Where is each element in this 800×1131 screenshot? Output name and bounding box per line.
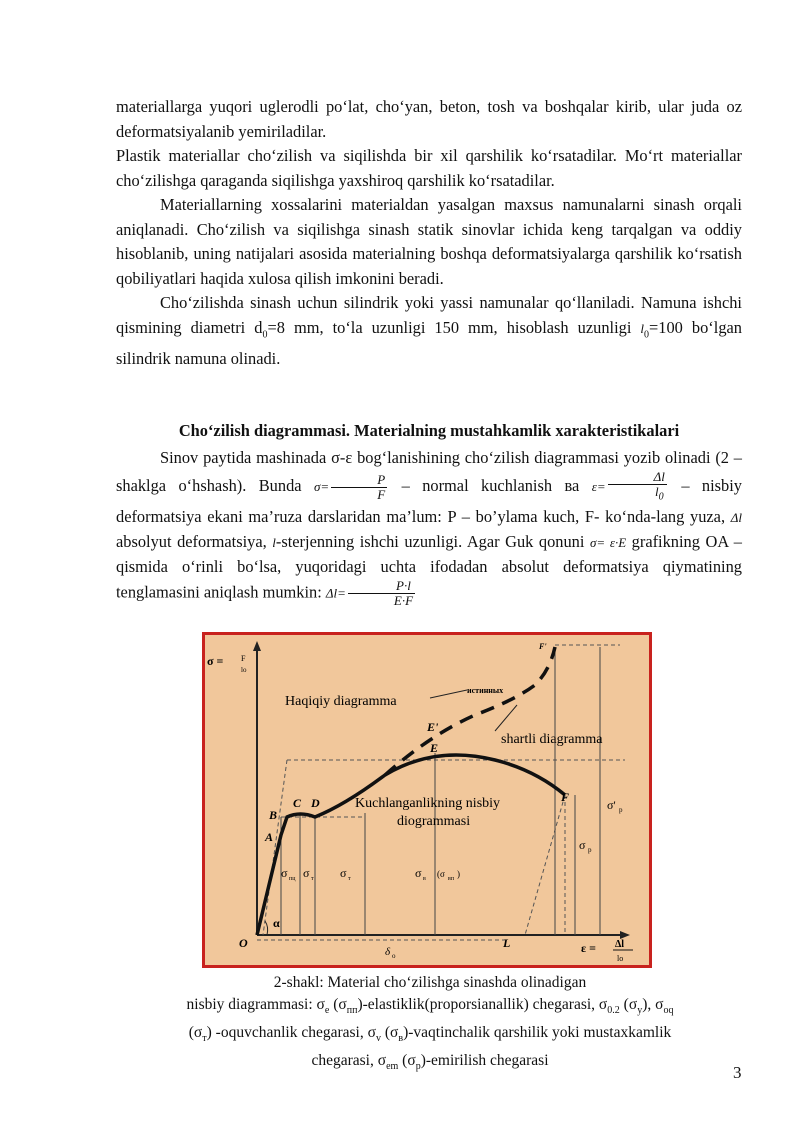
l0-letter: l <box>654 484 659 499</box>
sigma-t-label: σ <box>303 866 310 880</box>
frac-num-pl: P·l <box>348 579 415 594</box>
point-d: D <box>311 796 320 810</box>
sigma-p-sub: p <box>588 846 592 854</box>
p4-part-b: =8 mm, to‘la uzunligi 150 mm, hisoblash uzunligi <box>267 317 641 337</box>
sigma-axis-label: σ = <box>207 654 224 668</box>
haqiqiy-pointer <box>430 690 467 698</box>
stress-strain-figure <box>202 632 652 968</box>
paragraph-2: Plastik materiallar cho‘zilish va siqilishda bir xil qarshilik ko‘rsatadilar. Mo‘rt materiallar cho‘zilishga qaraganda siqilishga yaxshiroq qarshilik ko‘rsatadilar. <box>116 146 742 190</box>
frac-num-p: P <box>331 473 387 488</box>
point-f-prime: F' <box>539 642 547 651</box>
p5-part-c: – nisbiy deformatsiya ekani ma’ruza darslaridan ma’lum: P – bo’ylama kuch, F- ko‘nda-lang yuza, <box>116 476 743 526</box>
p4-part-c: =100 bo‘lgan silindrik namuna olinadi. <box>116 317 742 369</box>
sigma-p1-label: σ' <box>607 798 616 812</box>
dl-eq: Δl= <box>325 584 346 600</box>
l-symbol: l <box>272 534 276 550</box>
sigma-v-sub: в <box>423 876 426 882</box>
delta-sub: o <box>392 952 396 960</box>
sigma-v-label: σ <box>415 866 422 880</box>
point-o: O <box>239 936 248 950</box>
p5-part-f: grafikning OA – qismida o‘rinli bo‘lsa, yuqoridagi uchta ifodadan absolut deformatsiya qiymatining tenglamasini aniqlash mumkin: <box>116 531 742 601</box>
section-heading: Cho‘zilish diagrammasi. Materialning mustahkamlik xarakteristikalari <box>178 421 680 440</box>
caption-line-3: $(\sigma_т)$ -oquvchanlik chegarasi, $\sigma_v$ $(\sigma_в)$-vaqtinchalik qarshilik yoki mustaxkamlik <box>188 1024 672 1045</box>
figure-caption <box>120 972 740 1078</box>
point-l: L <box>503 936 511 950</box>
stress-strain-diagram <box>205 635 649 965</box>
l0-subscript: 0 <box>644 328 650 340</box>
sigma-vm-sub: вп <box>448 876 455 882</box>
shartli-label: shartli diagramma <box>501 732 603 747</box>
left-dashed-slope <box>263 760 287 935</box>
body-text-top <box>116 95 742 372</box>
caption-line-2: nisbiy diagrammasi: $\sigma_e$ $(\sigma_{пп})-elastiklik(proporsianallik)$ chegarasi, $\sigma_{0.2}$ $(\sigma_y)$, $\sigma_{oq}$ <box>186 996 674 1017</box>
sigma-pc-sub: пц <box>289 876 296 882</box>
right-dashed-slope <box>525 795 565 935</box>
alpha-arc <box>265 921 268 935</box>
alpha-label: α <box>273 916 280 930</box>
p5-part-a: Sinov paytida mashinada σ-ε bog‘lanishining cho‘zilish diagrammasi yozib olinadi (2 – shaklga o‘hshash). Bunda <box>116 448 742 496</box>
d0-subscript: 0 <box>262 328 268 340</box>
p5-part-d: absolyut deformatsiya, <box>116 531 267 551</box>
delta-label: δ <box>385 946 391 958</box>
sigma-t-sub: т <box>311 876 314 882</box>
point-e: E <box>430 741 439 755</box>
paragraph-3: Materiallarning xossalarini materialdan yasalgan maxsus namunalarni sinash orqali aniqlanadi. Cho‘zilish va siqilishga sinash statik sinovlar ichida keng tarqalgan va oddiy hisoblanib, uning natijalari asosida materialning boshqa deformatsiyalarga qarshilik ko‘rsatish qobiliyatlari haqida xulosa qilish imkonini beradi. <box>116 195 742 288</box>
l0-sub: 0 <box>658 491 664 503</box>
eq-sign: = <box>320 479 330 495</box>
hooke-formula: σ= ε·E <box>589 534 627 550</box>
lo-label: lo <box>241 666 247 674</box>
kuchlanganlik-label-2: diogrammasi <box>397 814 471 829</box>
caption-line-4: chegarasi, $\sigma_{em}$ $(\sigma_p)$-emirilish chegarasi <box>311 1052 549 1073</box>
point-a: A <box>265 830 274 844</box>
fraction-dl-over-l0 <box>608 470 667 505</box>
point-b: B <box>269 808 278 822</box>
page-number: 3 <box>733 1063 742 1082</box>
sigma-symbol: σ <box>313 479 321 495</box>
epsilon-symbol: ε <box>591 479 597 495</box>
paragraph-1: materiallarga yuqori uglerodli po‘lat, cho‘yan, beton, tosh va boshqalar kirib, ular juda oz deformatsiyalanib yemiriladilar. <box>116 97 742 141</box>
lo-axis-label: lo <box>617 954 624 963</box>
delta-l-symbol: Δl <box>730 509 742 525</box>
frac-den-ef: E·F <box>393 592 414 608</box>
sigma-pc-label: σ <box>281 866 288 880</box>
frac-den-f: F <box>377 486 386 502</box>
fraction-p-over-f <box>331 473 387 502</box>
haqiqiy-label: Haqiqiy diagramma <box>285 694 397 709</box>
p5-part-b: – normal kuchlanish ва <box>401 476 580 496</box>
shartli-pointer <box>495 705 517 731</box>
dl-axis-label: Δl <box>615 939 625 950</box>
l0-symbol: l <box>640 320 645 336</box>
p4-part-a: Cho‘zilishda sinash uchun silindrik yoki yassi namunalar qo‘llaniladi. Namuna ishchi qismining diametri d <box>116 293 742 337</box>
sigma-r-sub: т <box>348 876 351 882</box>
engineering-curve <box>257 755 565 935</box>
paragraph-4 <box>116 291 742 372</box>
point-f: F <box>561 790 570 804</box>
body-text-bottom <box>116 446 742 608</box>
f-label: F <box>241 654 246 663</box>
istinnyh-label: истинных <box>467 686 504 695</box>
sigma-vm-end: ) <box>457 869 460 879</box>
caption-line-1: 2-shakl: Material cho‘zilishga sinashda olinadigan <box>273 974 587 991</box>
fraction-pl-over-ef <box>348 579 415 608</box>
eq-sign-2: = <box>596 479 606 495</box>
sigma-p-label: σ <box>579 838 586 852</box>
sigma-vm-label: (σ <box>437 869 445 879</box>
frac-den-l0 <box>608 485 667 505</box>
sigma-axis-arrow <box>253 641 261 651</box>
point-c: C <box>293 796 302 810</box>
kuchlanganlik-label-1: Kuchlanganlikning nisbiy <box>355 796 501 811</box>
paragraph-5 <box>116 446 742 608</box>
frac-num-dl: Δl <box>608 470 667 485</box>
eps-axis-arrow <box>620 931 630 939</box>
eps-axis-label: ε = <box>581 941 596 955</box>
p5-part-e: -sterjenning ishchi uzunligi. Agar Guk qonuni <box>275 531 585 551</box>
sigma-r-label: σ <box>340 866 347 880</box>
point-e-prime: E' <box>427 720 439 734</box>
sigma-p1-sub: p <box>619 806 623 814</box>
